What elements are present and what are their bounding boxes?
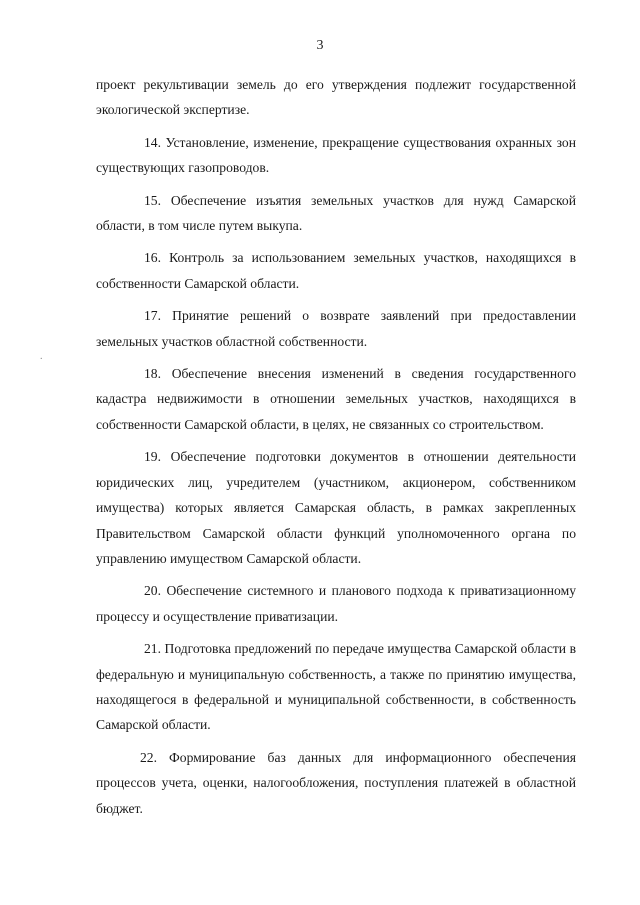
paragraph-21: 21. Подготовка предложений по передаче имущества Самарской области в федеральную и муниципальную собственность, а также по принятию имущества, находящегося в федеральной и муниципальной собственности, в собственность Самарской области. xyxy=(96,641,576,733)
paragraph-17: 17. Принятие решений о возврате заявлений при предоставлении земельных участков областной собственности. xyxy=(96,308,576,349)
paragraph-22: 22. Формирование баз данных для информационного обеспечения процессов учета, оценки, налогообложения, поступления платежей в областной бюджет. xyxy=(96,749,576,816)
paragraph-19: 19. Обеспечение подготовки документов в отношении деятельности юридических лиц, учредителем (участником, акционером, собственником имущества) которых является Самарская область, в рамках закрепленных Правительством Самарской области функций уполномоченного органа по управлению имуществом Самарской области. xyxy=(96,449,576,566)
document-body xyxy=(96,72,576,828)
paragraph-20: 20. Обеспечение системного и планового подхода к приватизационному процессу и осуществление приватизации. xyxy=(96,583,576,624)
paragraph-16: 16. Контроль за использованием земельных участков, находящихся в собственности Самарской области. xyxy=(96,250,576,291)
paragraph-continuation: проект рекультивации земель до его утверждения подлежит государственной экологической экспертизе. xyxy=(96,77,576,118)
paragraph-15: 15. Обеспечение изъятия земельных участков для нужд Самарской области, в том числе путем выкупа. xyxy=(96,192,576,234)
paragraph-14: 14. Установление, изменение, прекращение существования охранных зон существующих газопроводов. xyxy=(96,134,576,176)
margin-mark: . xyxy=(40,351,43,362)
page-number: 3 xyxy=(316,38,324,53)
paragraph-18: 18. Обеспечение внесения изменений в сведения государственного кадастра недвижимости в отношении земельных участков, находящихся в собственности Самарской области, в целях, не связанных со строительством. xyxy=(96,366,576,432)
